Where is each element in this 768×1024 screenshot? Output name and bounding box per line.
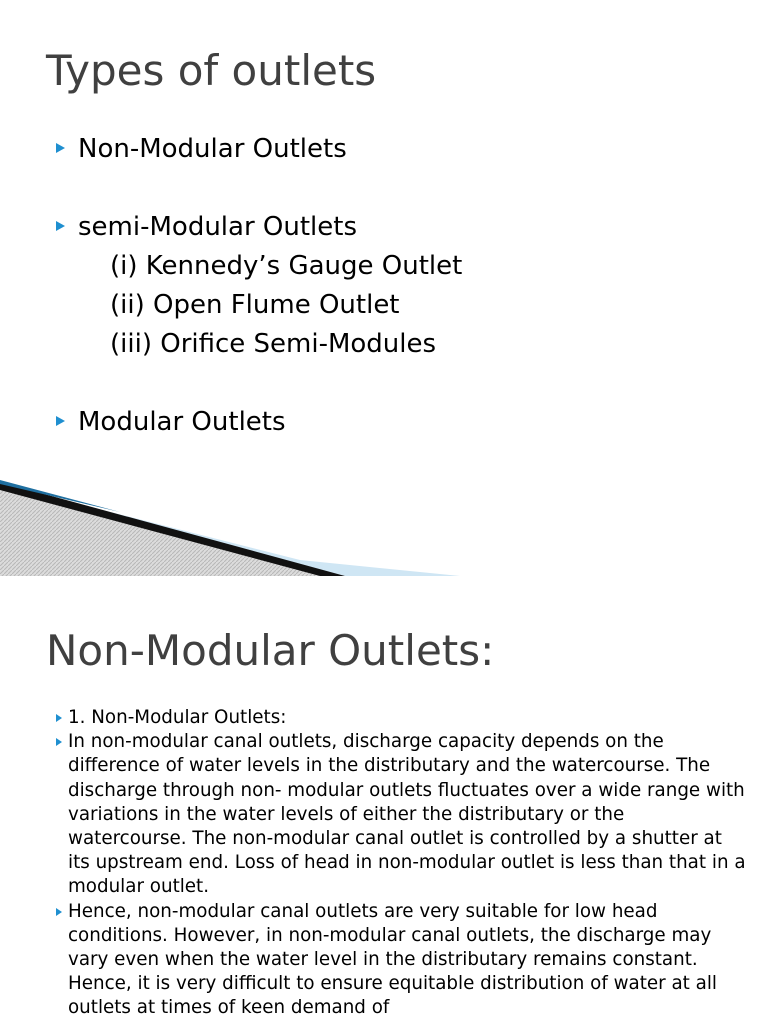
list-item xyxy=(56,403,756,442)
bullet-arrow-icon xyxy=(56,416,65,426)
bullet-arrow-icon xyxy=(56,714,62,722)
list-item xyxy=(56,208,756,247)
list-item-text: Hence, non-modular canal outlets are very suitable for low head conditions. However, in non-modular canal outlets, the discharge may vary even when the water level in the distributary remains constant. Hence, it is very difficult to ensure equitable distribution of water at all outlets at times of keen demand of xyxy=(68,900,718,1019)
slide-separator xyxy=(0,576,768,588)
sub-item: (i) Kennedy’s Gauge Outlet xyxy=(110,251,463,281)
slide-title: Non-Modular Outlets: xyxy=(46,626,495,675)
bullet-list xyxy=(56,130,756,442)
bullet-arrow-icon xyxy=(56,908,62,916)
list-item-text: In non-modular canal outlets, discharge capacity depends on the difference of water levels in the distributary and the watercourse. The discharge through non- modular outlets fluctuates over a wide range with variations in the water levels of either the distributary or the watercourse. The non-modular canal outlet is controlled by a shutter at its upstream end. Loss of head in non-modular outlet is less than that in a modular outlet. xyxy=(68,731,746,898)
list-item-label: semi-Modular Outlets xyxy=(78,212,358,242)
bullet-arrow-icon xyxy=(56,738,62,746)
list-item xyxy=(56,130,756,169)
sub-item: (iii) Orifice Semi-Modules xyxy=(110,329,437,359)
sub-item: (ii) Open Flume Outlet xyxy=(110,290,400,320)
bullet-arrow-icon xyxy=(56,143,65,153)
list-item xyxy=(56,730,746,899)
list-item-text: 1. Non-Modular Outlets: xyxy=(68,707,287,728)
slide-title: Types of outlets xyxy=(46,46,377,95)
decorative-swoosh xyxy=(0,470,460,576)
list-item-label: Modular Outlets xyxy=(78,407,286,437)
bullet-list xyxy=(56,706,746,1021)
list-item-label: Non-Modular Outlets xyxy=(78,134,347,164)
slide-non-modular-outlets xyxy=(0,588,768,1024)
bullet-arrow-icon xyxy=(56,221,65,231)
list-item xyxy=(56,706,746,730)
list-item xyxy=(56,900,746,1021)
